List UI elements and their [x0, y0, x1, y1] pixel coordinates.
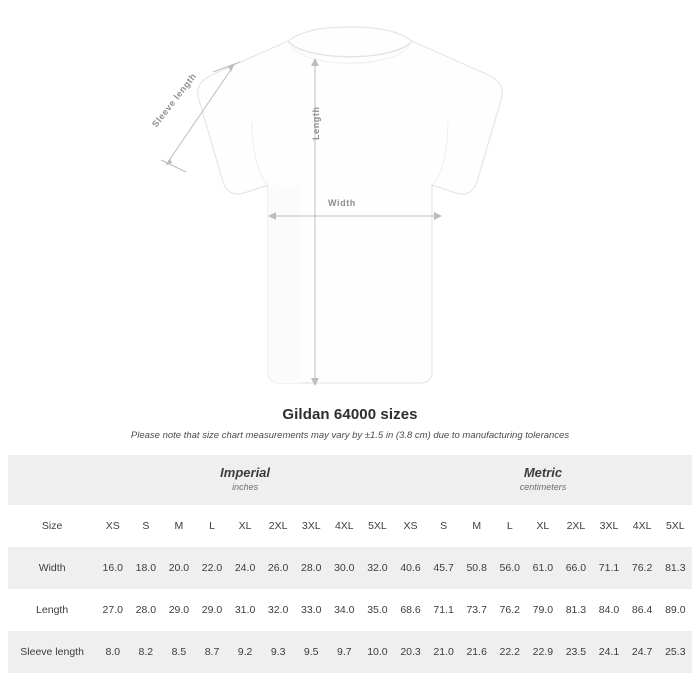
- cell-sleeve-metric-4xl: 24.7: [631, 646, 653, 658]
- size-header-imperial-xl: XL: [238, 520, 252, 532]
- unit-header-metric: [394, 455, 692, 505]
- table-row: [8, 547, 692, 589]
- cell-length-metric-xl: 79.0: [532, 604, 554, 616]
- cell-width-metric-m: 50.8: [466, 562, 487, 574]
- cell-length-metric-3xl: 84.0: [598, 604, 620, 616]
- cell-sleeve-imperial-xl: 9.2: [237, 646, 253, 658]
- width-arrow-head-right: [434, 212, 442, 220]
- cell-width-imperial-5xl: 32.0: [367, 562, 388, 574]
- cell-width-imperial-s: 18.0: [135, 562, 157, 574]
- unit-imperial-sub: inches: [232, 482, 259, 493]
- cell-length-metric-l: 76.2: [499, 604, 520, 616]
- length-label: Length: [311, 106, 321, 140]
- cell-width-metric-4xl: 76.2: [631, 562, 653, 574]
- cell-length-metric-xs: 68.6: [400, 604, 421, 616]
- cell-length-imperial-m: 29.0: [168, 604, 190, 616]
- size-header-metric-5xl: 5XL: [665, 520, 685, 532]
- width-label: Width: [328, 198, 356, 208]
- cell-length-imperial-l: 29.0: [201, 604, 223, 616]
- row-label-width: Width: [38, 562, 66, 574]
- cell-width-metric-5xl: 81.3: [665, 562, 686, 574]
- size-chart-table: [8, 455, 692, 673]
- cell-length-metric-4xl: 86.4: [631, 604, 653, 616]
- cell-sleeve-imperial-2xl: 9.3: [270, 646, 286, 658]
- cell-length-metric-2xl: 81.3: [565, 604, 587, 616]
- cell-width-imperial-3xl: 28.0: [301, 562, 322, 574]
- title-block: [0, 406, 700, 441]
- size-header-metric-3xl: 3XL: [599, 520, 619, 532]
- cell-sleeve-imperial-xs: 8.0: [105, 646, 121, 658]
- size-header-imperial-2xl: 2XL: [268, 520, 288, 532]
- unit-header-imperial: [96, 455, 394, 505]
- size-header-imperial-m: M: [174, 520, 184, 532]
- unit-metric-name: Metric: [523, 465, 563, 481]
- sleeve-length-label: Sleeve length: [150, 71, 199, 130]
- cell-sleeve-metric-s: 21.0: [433, 646, 454, 658]
- cell-width-imperial-xs: 16.0: [102, 562, 123, 574]
- cell-length-imperial-3xl: 33.0: [301, 604, 322, 616]
- tolerance-note: Please note that size chart measurements may vary by ±1.5 in (3.8 cm) due to manufacturing tolerances: [130, 430, 570, 441]
- size-header-metric-xl: XL: [536, 520, 550, 532]
- sleeve-arrow-head-bottom: [166, 158, 172, 165]
- size-header-metric-l: L: [506, 520, 513, 532]
- cell-sleeve-imperial-s: 8.2: [138, 646, 154, 658]
- cell-width-imperial-m: 20.0: [168, 562, 190, 574]
- table-row: [8, 631, 692, 673]
- row-label-length: Length: [36, 604, 69, 616]
- cell-length-metric-m: 73.7: [466, 604, 487, 616]
- cell-width-imperial-2xl: 26.0: [267, 562, 289, 574]
- table-unit-header-row: [8, 455, 692, 505]
- cell-sleeve-metric-m: 21.6: [466, 646, 487, 658]
- size-header-imperial-3xl: 3XL: [301, 520, 321, 532]
- unit-metric-sub: centimeters: [519, 482, 567, 493]
- cell-sleeve-imperial-4xl: 9.7: [337, 646, 352, 658]
- page-title: Gildan 64000 sizes: [282, 406, 418, 423]
- cell-length-metric-s: 71.1: [433, 604, 454, 616]
- cell-length-imperial-s: 28.0: [135, 604, 157, 616]
- size-header-imperial-xs: XS: [105, 520, 120, 532]
- cell-width-metric-xl: 61.0: [532, 562, 554, 574]
- cell-width-imperial-xl: 24.0: [234, 562, 256, 574]
- row-label-sleeve-length: Sleeve length: [20, 646, 84, 658]
- table-size-header-row: [8, 505, 692, 547]
- cell-sleeve-metric-xs: 20.3: [400, 646, 421, 658]
- size-header-metric-m: M: [472, 520, 482, 532]
- cell-width-metric-s: 45.7: [433, 562, 454, 574]
- cell-width-imperial-4xl: 30.0: [334, 562, 355, 574]
- cell-length-imperial-4xl: 34.0: [334, 604, 355, 616]
- cell-sleeve-metric-l: 22.2: [499, 646, 520, 658]
- size-header-imperial-s: S: [142, 520, 150, 532]
- cell-width-metric-xs: 40.6: [400, 562, 421, 574]
- cell-length-imperial-5xl: 35.0: [367, 604, 388, 616]
- cell-sleeve-imperial-3xl: 9.5: [303, 646, 319, 658]
- cell-sleeve-imperial-l: 8.7: [204, 646, 220, 658]
- cell-length-imperial-xl: 31.0: [234, 604, 256, 616]
- unit-imperial-name: Imperial: [220, 465, 271, 481]
- cell-width-metric-l: 56.0: [499, 562, 520, 574]
- size-header-metric-4xl: 4XL: [632, 520, 652, 532]
- size-header-metric-2xl: 2XL: [566, 520, 586, 532]
- size-header-imperial-4xl: 4XL: [334, 520, 354, 532]
- cell-width-metric-3xl: 71.1: [598, 562, 620, 574]
- table-row: [8, 589, 692, 631]
- size-header-imperial-5xl: 5XL: [368, 520, 387, 532]
- size-header-metric-xs: XS: [403, 520, 418, 532]
- cell-sleeve-metric-3xl: 24.1: [598, 646, 620, 658]
- cell-width-metric-2xl: 66.0: [565, 562, 587, 574]
- cell-sleeve-imperial-5xl: 10.0: [367, 646, 388, 658]
- cell-sleeve-metric-xl: 22.9: [532, 646, 554, 658]
- cell-length-metric-5xl: 89.0: [665, 604, 686, 616]
- size-header-cell: Size: [41, 520, 63, 532]
- cell-length-imperial-2xl: 32.0: [267, 604, 289, 616]
- cell-sleeve-metric-2xl: 23.5: [565, 646, 587, 658]
- cell-sleeve-metric-5xl: 25.3: [665, 646, 686, 658]
- cell-width-imperial-l: 22.0: [201, 562, 223, 574]
- size-table-wrapper: [0, 455, 700, 673]
- cell-sleeve-imperial-m: 8.5: [171, 646, 187, 658]
- cell-length-imperial-xs: 27.0: [102, 604, 123, 616]
- unit-header-spacer: [8, 455, 96, 505]
- size-header-metric-s: S: [440, 520, 448, 532]
- size-header-imperial-l: L: [209, 520, 215, 532]
